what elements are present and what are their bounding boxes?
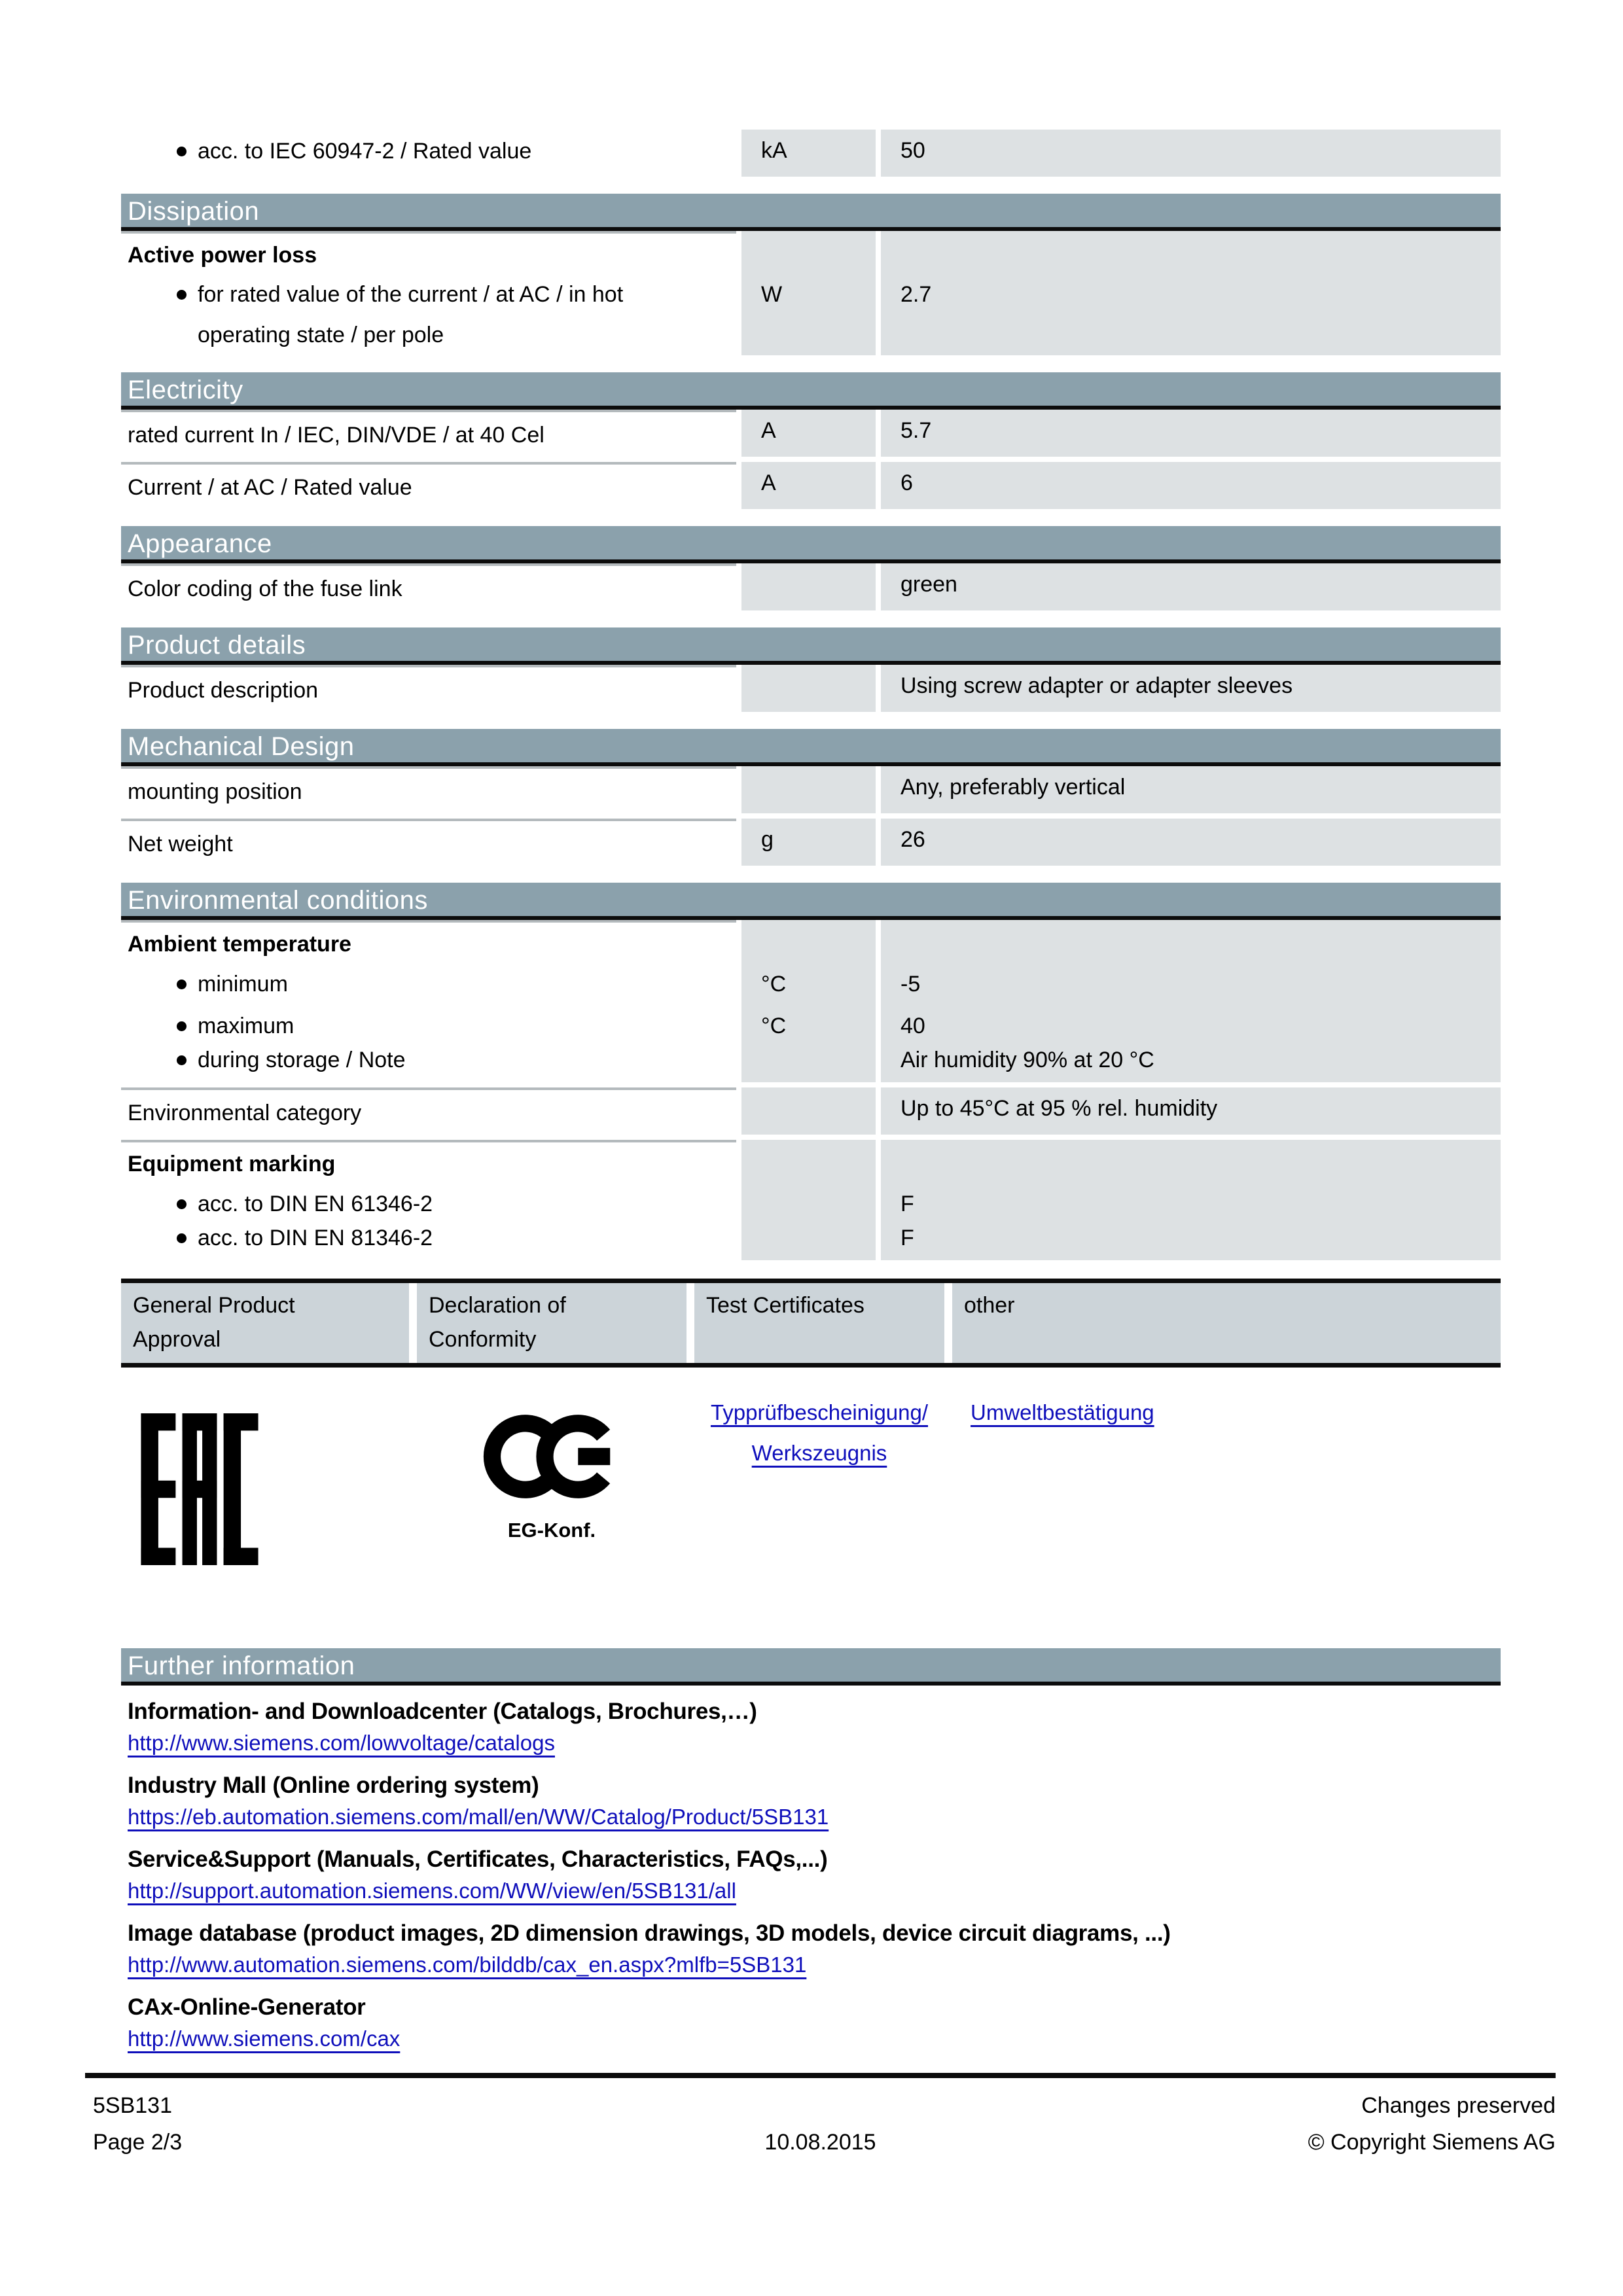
group-heading: Equipment marking bbox=[128, 1152, 336, 1176]
environment-confirmation-link[interactable]: Umweltbestätigung bbox=[971, 1400, 1154, 1424]
table-row bbox=[121, 462, 1501, 509]
footer-copyright: © Copyright Siemens AG bbox=[1308, 2130, 1556, 2155]
group-label bbox=[121, 1140, 736, 1260]
row-label: Net weight bbox=[121, 819, 736, 866]
value-cell: green bbox=[881, 563, 1501, 610]
table-row bbox=[121, 766, 1501, 813]
unit-cell bbox=[741, 1140, 876, 1260]
certificates-header-general-product-approval: General Product Approval bbox=[121, 1283, 409, 1363]
footer-page-number: Page 2/3 bbox=[93, 2130, 183, 2155]
ce-logo-caption: EG-Konf. bbox=[507, 1519, 596, 1542]
row-label bbox=[121, 130, 736, 177]
bullet-icon bbox=[177, 1055, 187, 1065]
certificates-header-declaration-of-conformity: Declaration of Conformity bbox=[417, 1283, 687, 1363]
unit-text: °C bbox=[761, 972, 787, 997]
image-database-link[interactable]: http://www.automation.siemens.com/bilddb/cax_en.aspx?mlfb=5SB131 bbox=[128, 1952, 807, 1977]
value-text: Air humidity 90% at 20 °C bbox=[901, 1048, 1154, 1072]
further-info-title: Image database (product images, 2D dimension drawings, 3D models, device circuit diagrams, ...) bbox=[128, 1920, 1171, 1946]
further-info-item bbox=[121, 1992, 1501, 2055]
unit-cell: g bbox=[741, 819, 876, 866]
row-label: Product description bbox=[121, 665, 736, 712]
certificates-table bbox=[121, 1279, 1501, 1619]
certificates-body-row bbox=[121, 1368, 1501, 1619]
footer-date: 10.08.2015 bbox=[764, 2130, 876, 2155]
value-cell: Any, preferably vertical bbox=[881, 766, 1501, 813]
section-header-electricity: Electricity bbox=[121, 372, 1501, 410]
unit-cell: A bbox=[741, 462, 876, 509]
downloadcenter-link[interactable]: http://www.siemens.com/lowvoltage/catalogs bbox=[128, 1731, 555, 1755]
group-item bbox=[128, 1225, 736, 1254]
group-item bbox=[128, 274, 736, 355]
certificates-cell-general-product-approval bbox=[121, 1368, 409, 1619]
cell-spacer bbox=[761, 231, 876, 274]
cax-online-generator-link[interactable]: http://www.siemens.com/cax bbox=[128, 2026, 401, 2051]
value-cell bbox=[881, 1140, 1501, 1260]
unit-cell bbox=[741, 665, 876, 712]
group-item-text: acc. to DIN EN 81346-2 bbox=[198, 1226, 433, 1250]
footer-right bbox=[1115, 2087, 1556, 2161]
value-cell: 6 bbox=[881, 462, 1501, 509]
table-group-active-power-loss bbox=[121, 231, 1501, 355]
value-text: 40 bbox=[901, 1014, 925, 1038]
certificates-cell-other bbox=[952, 1368, 1501, 1619]
footer-product-id: 5SB131 bbox=[93, 2093, 172, 2118]
unit-cell bbox=[741, 231, 876, 355]
group-item bbox=[128, 1005, 736, 1047]
certificates-cell-declaration-of-conformity bbox=[417, 1368, 687, 1619]
unit-cell: A bbox=[741, 410, 876, 457]
section-header-appearance: Appearance bbox=[121, 526, 1501, 563]
row-label: Current / at AC / Rated value bbox=[121, 462, 736, 509]
group-heading: Active power loss bbox=[128, 243, 317, 268]
row-label: mounting position bbox=[121, 766, 736, 813]
section-header-product-details: Product details bbox=[121, 627, 1501, 665]
cell-spacer bbox=[901, 1140, 1501, 1183]
value-text: 2.7 bbox=[901, 282, 932, 307]
group-heading: Ambient temperature bbox=[128, 932, 351, 957]
value-cell: Using screw adapter or adapter sleeves bbox=[881, 665, 1501, 712]
further-info-item bbox=[121, 1844, 1501, 1907]
group-item bbox=[128, 1183, 736, 1225]
table-row bbox=[121, 130, 1501, 177]
further-info-item bbox=[121, 1918, 1501, 1981]
table-group-ambient-temperature bbox=[121, 920, 1501, 1082]
table-row bbox=[121, 1087, 1501, 1135]
section-header-environmental-conditions: Environmental conditions bbox=[121, 883, 1501, 920]
footer-center bbox=[526, 2087, 1115, 2161]
group-item-text: acc. to DIN EN 61346-2 bbox=[198, 1192, 433, 1216]
value-cell: 5.7 bbox=[881, 410, 1501, 457]
group-item-text: for rated value of the current / at AC / in hot operating state / per pole bbox=[198, 282, 624, 347]
footer-left bbox=[85, 2087, 526, 2161]
table-group-equipment-marking bbox=[121, 1140, 1501, 1260]
industry-mall-link[interactable]: https://eb.automation.siemens.com/mall/en/WW/Catalog/Product/5SB131 bbox=[128, 1805, 829, 1829]
group-item bbox=[128, 963, 736, 1005]
group-item bbox=[128, 1047, 736, 1076]
unit-cell bbox=[741, 920, 876, 1082]
unit-text: W bbox=[761, 282, 783, 307]
value-cell: 26 bbox=[881, 819, 1501, 866]
section-header-further-information: Further information bbox=[121, 1648, 1501, 1686]
further-info-title: Information- and Downloadcenter (Catalogs, Brochures,…) bbox=[128, 1699, 757, 1724]
table-row bbox=[121, 410, 1501, 457]
unit-cell bbox=[741, 766, 876, 813]
further-info-item bbox=[121, 1770, 1501, 1833]
cell-spacer bbox=[761, 1140, 876, 1183]
bullet-icon bbox=[177, 1021, 187, 1031]
bullet-icon bbox=[177, 980, 187, 989]
unit-cell bbox=[741, 563, 876, 610]
table-row bbox=[121, 563, 1501, 610]
unit-cell: kA bbox=[741, 130, 876, 177]
table-row bbox=[121, 819, 1501, 866]
section-header-mechanical-design: Mechanical Design bbox=[121, 729, 1501, 766]
service-support-link[interactable]: http://support.automation.siemens.com/WW/view/en/5SB131/all bbox=[128, 1879, 736, 1903]
table-row bbox=[121, 665, 1501, 712]
ce-logo-icon bbox=[483, 1411, 620, 1502]
value-cell bbox=[881, 231, 1501, 355]
certificates-header-test-certificates: Test Certificates bbox=[694, 1283, 944, 1363]
page-footer bbox=[85, 2073, 1556, 2161]
certificates-header-row bbox=[121, 1279, 1501, 1368]
cell-spacer bbox=[761, 920, 876, 963]
value-text: -5 bbox=[901, 972, 921, 997]
group-label bbox=[121, 920, 736, 1082]
group-item-text: during storage / Note bbox=[198, 1048, 406, 1072]
row-label: Environmental category bbox=[121, 1087, 736, 1135]
eac-logo-icon bbox=[141, 1413, 259, 1565]
footer-row bbox=[85, 2078, 1556, 2161]
value-text: F bbox=[901, 1192, 914, 1216]
footer-changes-note: Changes preserved bbox=[1361, 2093, 1556, 2118]
bullet-icon bbox=[177, 290, 187, 300]
unit-cell bbox=[741, 1087, 876, 1135]
bullet-icon bbox=[177, 1233, 187, 1243]
value-cell: Up to 45°C at 95 % rel. humidity bbox=[881, 1087, 1501, 1135]
section-header-dissipation: Dissipation bbox=[121, 194, 1501, 231]
datasheet-content bbox=[121, 0, 1501, 2055]
row-label-text: acc. to IEC 60947-2 / Rated value bbox=[198, 139, 532, 164]
row-label: Color coding of the fuse link bbox=[121, 563, 736, 610]
certificates-header-other: other bbox=[952, 1283, 1501, 1363]
certificates-cell-test-certificates bbox=[694, 1368, 944, 1619]
further-info-title: Service&Support (Manuals, Certificates, Characteristics, FAQs,...) bbox=[128, 1846, 828, 1872]
value-cell bbox=[881, 920, 1501, 1082]
unit-text: °C bbox=[761, 1014, 787, 1038]
bullet-icon bbox=[177, 1199, 187, 1209]
bullet-icon bbox=[177, 147, 187, 156]
cell-spacer bbox=[901, 231, 1501, 274]
row-label: rated current In / IEC, DIN/VDE / at 40 Cel bbox=[121, 410, 736, 457]
value-text: F bbox=[901, 1226, 914, 1250]
further-info-item bbox=[121, 1696, 1501, 1759]
cell-spacer bbox=[901, 920, 1501, 963]
test-certificate-link[interactable]: Typprüfbescheinigung/Werkszeugnis bbox=[710, 1400, 929, 1465]
group-item-text: minimum bbox=[198, 972, 288, 997]
group-label bbox=[121, 231, 736, 355]
value-cell: 50 bbox=[881, 130, 1501, 177]
unit-text bbox=[761, 1047, 876, 1076]
further-info-title: Industry Mall (Online ordering system) bbox=[128, 1773, 539, 1798]
further-info-title: CAx-Online-Generator bbox=[128, 1994, 366, 2020]
group-item-text: maximum bbox=[198, 1014, 294, 1038]
